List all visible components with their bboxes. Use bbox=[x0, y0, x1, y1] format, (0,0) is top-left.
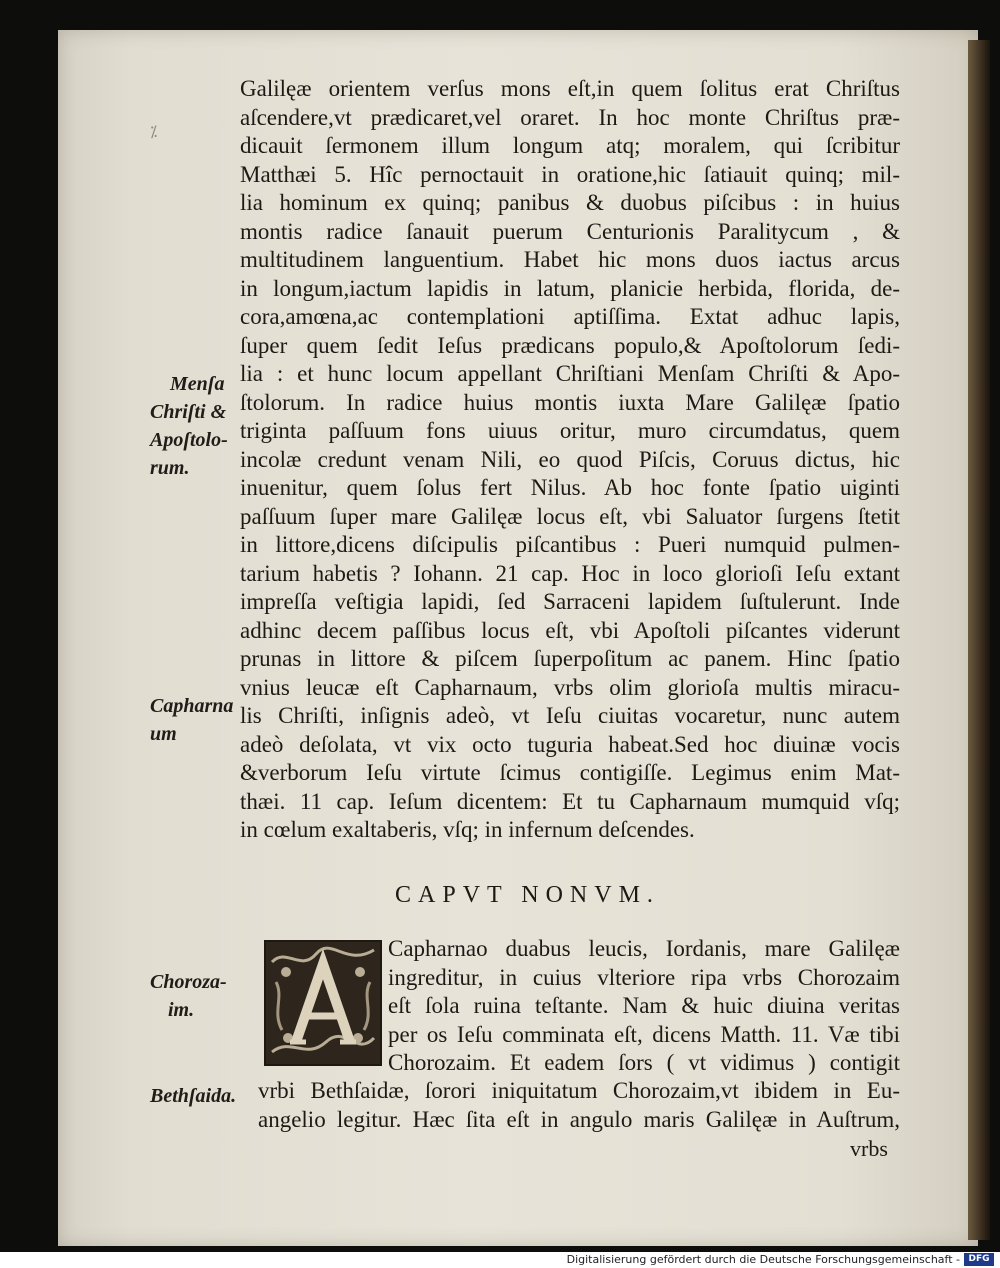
body-line: Galilęæ orientem verſus mons eſt,in quem ſolitus erat Chriſtus bbox=[240, 76, 900, 101]
body-line: impreſſa veſtigia lapidi, ſed Sarraceni lapidem ſuſtulerunt. Inde bbox=[240, 589, 900, 614]
chapter-line: Capharnao duabus leucis, Iordanis, mare Galilęæ bbox=[388, 936, 900, 961]
body-line: triginta paſſuum fons uiuus oritur, muro circumdatus, quem bbox=[240, 418, 900, 443]
margin-note-mensa bbox=[150, 454, 189, 482]
chapter-full-text bbox=[258, 1077, 900, 1134]
chapter-title: CAPVT NONVM. bbox=[395, 882, 660, 908]
margin-note-mensa bbox=[150, 398, 226, 426]
body-line: in cœlum exaltaberis, vſq; in infernum deſcendes. bbox=[240, 817, 695, 842]
decorated-initial bbox=[264, 940, 382, 1066]
body-line: montis radice ſanauit puerum Centurionis Paralitycum , & bbox=[240, 218, 900, 244]
body-line: Matthæi 5. Hîc pernoctauit in oratione,hic ſatiauit quinq; mil- bbox=[240, 161, 900, 187]
body-line: multitudinem languentium. Habet hic mons duos iactus arcus bbox=[240, 247, 900, 272]
chapter-line: angelio legitur. Hæc ſita eſt in angulo maris Galilęæ in Auſtrum, bbox=[258, 1106, 900, 1132]
body-line: in longum,iactum lapidis in latum, planicie herbida, florida, de- bbox=[240, 275, 900, 301]
footer-credit: Digitalisierung gefördert durch die Deutsche Forschungsgemeinschaft - bbox=[566, 1253, 960, 1266]
chapter-line: ingreditur, in cuius vlteriore ripa vrbs Chorozaim bbox=[388, 964, 900, 990]
show-through-mark: ⁒ bbox=[150, 122, 158, 141]
margin-note-line: Choroza- bbox=[150, 971, 227, 993]
body-line: &verborum Ieſu virtute ſcimus contigiſſe. Legimus enim Mat- bbox=[240, 760, 900, 785]
chapter-line: vrbi Bethſaidæ, ſorori iniquitatum Chorozaim,vt ibidem in Eu- bbox=[258, 1078, 900, 1103]
chapter-line: Chorozaim. Et eadem ſors ( vt vidimus ) contigit bbox=[388, 1050, 900, 1075]
chapter-line: per os Ieſu comminata eſt, dicens Matth. 11. Væ tibi bbox=[388, 1021, 900, 1047]
page-edge bbox=[968, 40, 990, 1240]
margin-note-mensa bbox=[170, 370, 224, 398]
body-line: incolæ credunt venam Nili, eo quod Piſcis, Coruus dictus, hic bbox=[240, 446, 900, 472]
body-line: vnius leucæ eſt Capharnaum, vrbs olim glorioſa multis miracu- bbox=[240, 674, 900, 700]
margin-note-line: im. bbox=[168, 999, 195, 1021]
body-line: adhinc decem paſſibus locus eſt, vbi Apoſtoli piſcantes viderunt bbox=[240, 617, 900, 643]
margin-note-line: Chriſti & bbox=[150, 401, 227, 423]
body-line: lia hominum ex quinq; panibus & duobus piſcibus : in huius bbox=[240, 190, 900, 215]
footer-bar bbox=[0, 1252, 1000, 1268]
body-line: paſſuum ſuper mare Galilęæ locus eſt, vbi Saluator ſurgens ſtetit bbox=[240, 503, 900, 529]
body-line: thæi. 11 cap. Ieſum dicentem: Et tu Capharnaum mumquid vſq; bbox=[240, 788, 900, 814]
body-line: ſtolorum. In radice huius montis iuxta Mare Galilęæ ſpatio bbox=[240, 389, 900, 415]
margin-note-line: Menſa bbox=[170, 373, 225, 395]
body-line: lia : et hunc locum appellant Chriſtiani Menſam Chriſti & Apo- bbox=[240, 361, 900, 386]
ornament-icon bbox=[266, 942, 380, 1064]
catchword: vrbs bbox=[850, 1136, 888, 1161]
body-line: in littore,dicens diſcipulis piſcantibus : Pueri numquid pulmen- bbox=[240, 532, 900, 557]
margin-note-capharnaum bbox=[150, 720, 177, 748]
margin-note-line: rum. bbox=[150, 457, 190, 479]
dfg-logo: DFG bbox=[964, 1253, 994, 1266]
body-line: aſcendere,vt prædicaret,vel oraret. In hoc monte Chriſtus præ- bbox=[240, 104, 900, 130]
body-line: prunas in littore & piſcem ſuperpoſitum ac panem. Hinc ſpatio bbox=[240, 646, 900, 671]
chapter-line: eſt ſola ruina teſtante. Nam & huic diuina veritas bbox=[388, 993, 900, 1018]
body-line: adeò deſolata, vt vix octo tuguria habeat.Sed hoc diuinæ vocis bbox=[240, 731, 900, 757]
margin-note-line: Apoſtolo- bbox=[150, 429, 228, 451]
margin-note-mensa bbox=[150, 426, 228, 454]
margin-note-chorozaim bbox=[168, 996, 194, 1024]
body-line: cora,amœna,ac contemplationi aptiſſima. Extat adhuc lapis, bbox=[240, 304, 900, 329]
chapter-indented-text bbox=[388, 935, 900, 1078]
body-line: dicauit ſermonem illum longum atq; moralem, qui ſcribitur bbox=[240, 133, 900, 158]
margin-note-chorozaim bbox=[150, 968, 227, 996]
body-line: lis Chriſti, inſignis adeò, vt Ieſu ciuitas vocaretur, nunc autem bbox=[240, 703, 900, 728]
margin-note-line: um bbox=[150, 723, 177, 745]
body-line: inuenitur, quem ſolus fert Nilus. Ab hoc fonte ſpatio uiginti bbox=[240, 475, 900, 500]
margin-note-bethsaida: Bethſaida. bbox=[150, 1085, 237, 1107]
margin-note-capharnaum bbox=[150, 692, 233, 720]
margin-note-line: Capharna bbox=[150, 695, 234, 717]
body-line: tarium habetis ? Iohann. 21 cap. Hoc in loco glorioſi Ieſu extant bbox=[240, 560, 900, 586]
body-text bbox=[240, 75, 900, 845]
body-line: ſuper quem ſedit Ieſus prædicans populo,& Apoſtolorum ſedi- bbox=[240, 332, 900, 358]
